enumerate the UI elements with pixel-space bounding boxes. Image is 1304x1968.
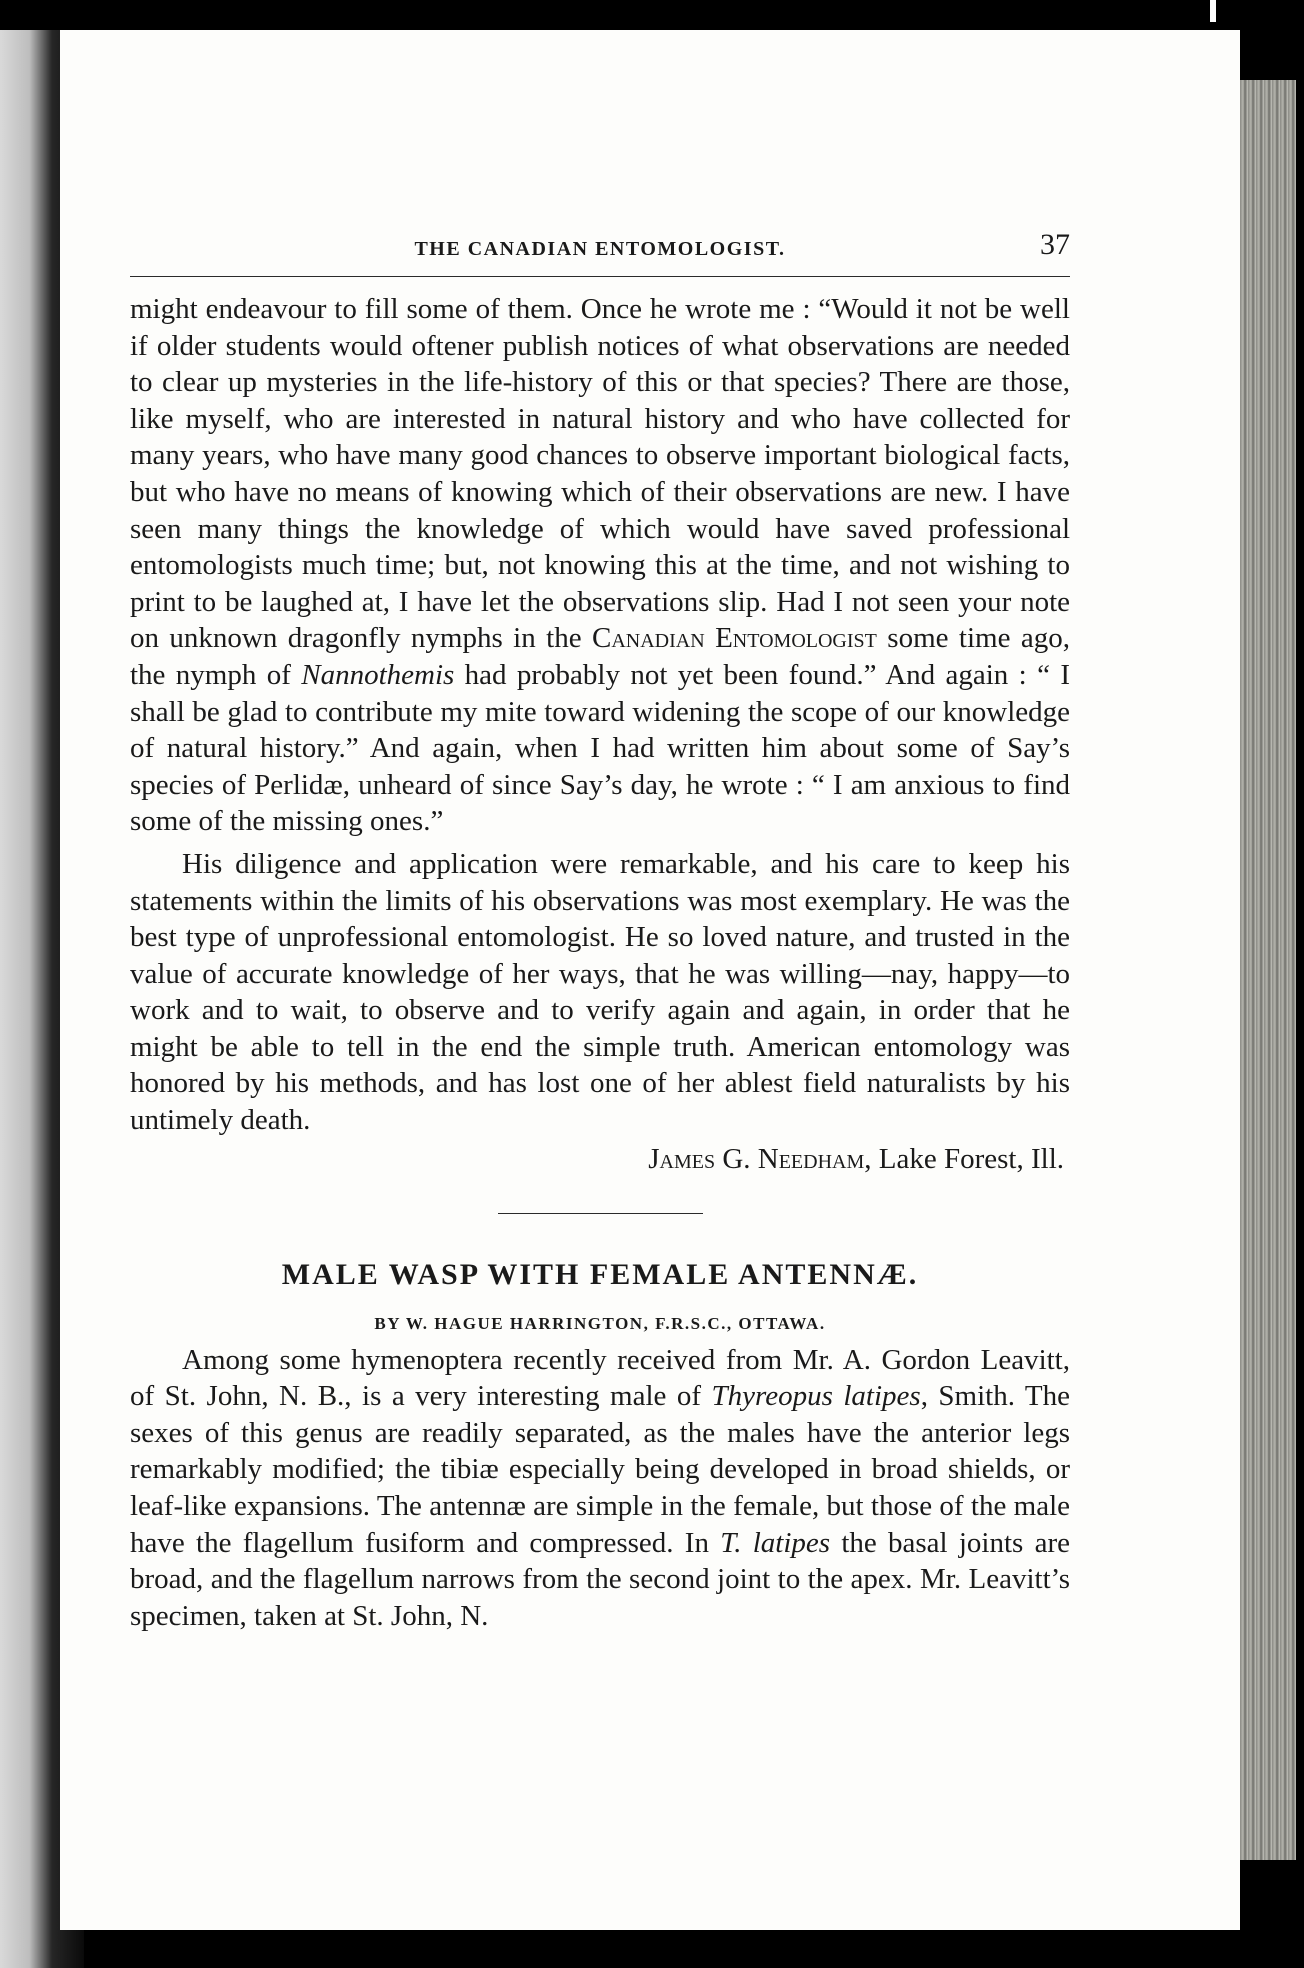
running-head — [130, 220, 1070, 277]
scan-top-mark — [1210, 0, 1216, 22]
author-place: , Lake Forest, Ill. — [864, 1142, 1064, 1175]
species-name-short: T. latipes — [720, 1526, 831, 1559]
running-title: THE CANADIAN ENTOMOLOGIST. — [414, 238, 786, 260]
text-run: Among some hymenoptera recently received from Mr. A. Gordon Leavitt, of St. John, N. B., is a very interesting male of — [130, 1343, 1070, 1413]
text-run: the basal joints are broad, and the flagellum narrows from the second joint to the apex. Mr. Leavitt’s specimen, taken at St. John, N. — [130, 1526, 1071, 1632]
page-content — [130, 220, 1070, 1634]
paragraph-tribute: His diligence and application were remarkable, and his care to keep his statements within the limits of his observations was most exemplary. He was the best type of unprofessional entomologist. He so loved nature, and trusted in the value of accurate knowledge of her ways, that he was willing—nay, happy—to work and to wait, to observe and to verify again and again, in order that he might be able to tell in the end the simple truth. American entomology was honored by his methods, and has lost one of her ablest field naturalists by his untimely death. — [130, 847, 1070, 1137]
text-run: some time ago, the nymph of — [130, 622, 1070, 691]
section-divider — [498, 1213, 703, 1214]
species-name: Thyreopus latipes — [711, 1380, 921, 1413]
paragraph-wasp — [130, 1342, 1070, 1635]
paragraph-letter-quote — [130, 291, 1070, 840]
text-run: , Smith. The sexes of this genus are readily separated, as the males have the anterior legs remarkably modified; the tibiæ especially being developed in broad shields, or leaf-like expansions. The antennæ are simple in the female, but those of the male have the flagellum fusiform and compressed. In — [130, 1380, 1070, 1559]
genus-name: Nannothemis — [301, 658, 455, 691]
author-name: James G. Needham — [648, 1142, 865, 1175]
article-title: MALE WASP WITH FEMALE ANTENNÆ. — [281, 1257, 919, 1291]
article-byline: BY W. HAGUE HARRINGTON, F.R.S.C., OTTAWA. — [374, 1313, 826, 1333]
book-right-page-edges — [1240, 80, 1296, 1860]
text-run: had probably not yet been found.” And again : “ I shall be glad to contribute my mite toward widening the scope of our knowledge of natural history.” And again, when I had written him about some of Say’s species of Perlidæ, unheard of since Say’s day, he wrote : “ I am anxious to find some of the missing ones.” — [130, 658, 1070, 838]
journal-name: Canadian Entomologist — [592, 622, 877, 655]
page-number: 37 — [1040, 228, 1070, 261]
signature — [130, 1139, 1064, 1179]
text-run: might endeavour to fill some of them. Once he wrote me : “Would it not be well if older students would oftener publish notices of what observations are needed to clear up mysteries in the life-history of this or that species? There are those, like myself, who are interested in natural history and who have collected for many years, who have many good chances to observe important biological facts, but who have no means of knowing which of their observations are new. I have seen many things the knowledge of which would have saved professional entomologists much time; but, not knowing this at the time, and not wishing to print to be laughed at, I have let the observations slip. Had I not seen your note on unknown dragonfly nymphs in the — [130, 293, 1070, 655]
